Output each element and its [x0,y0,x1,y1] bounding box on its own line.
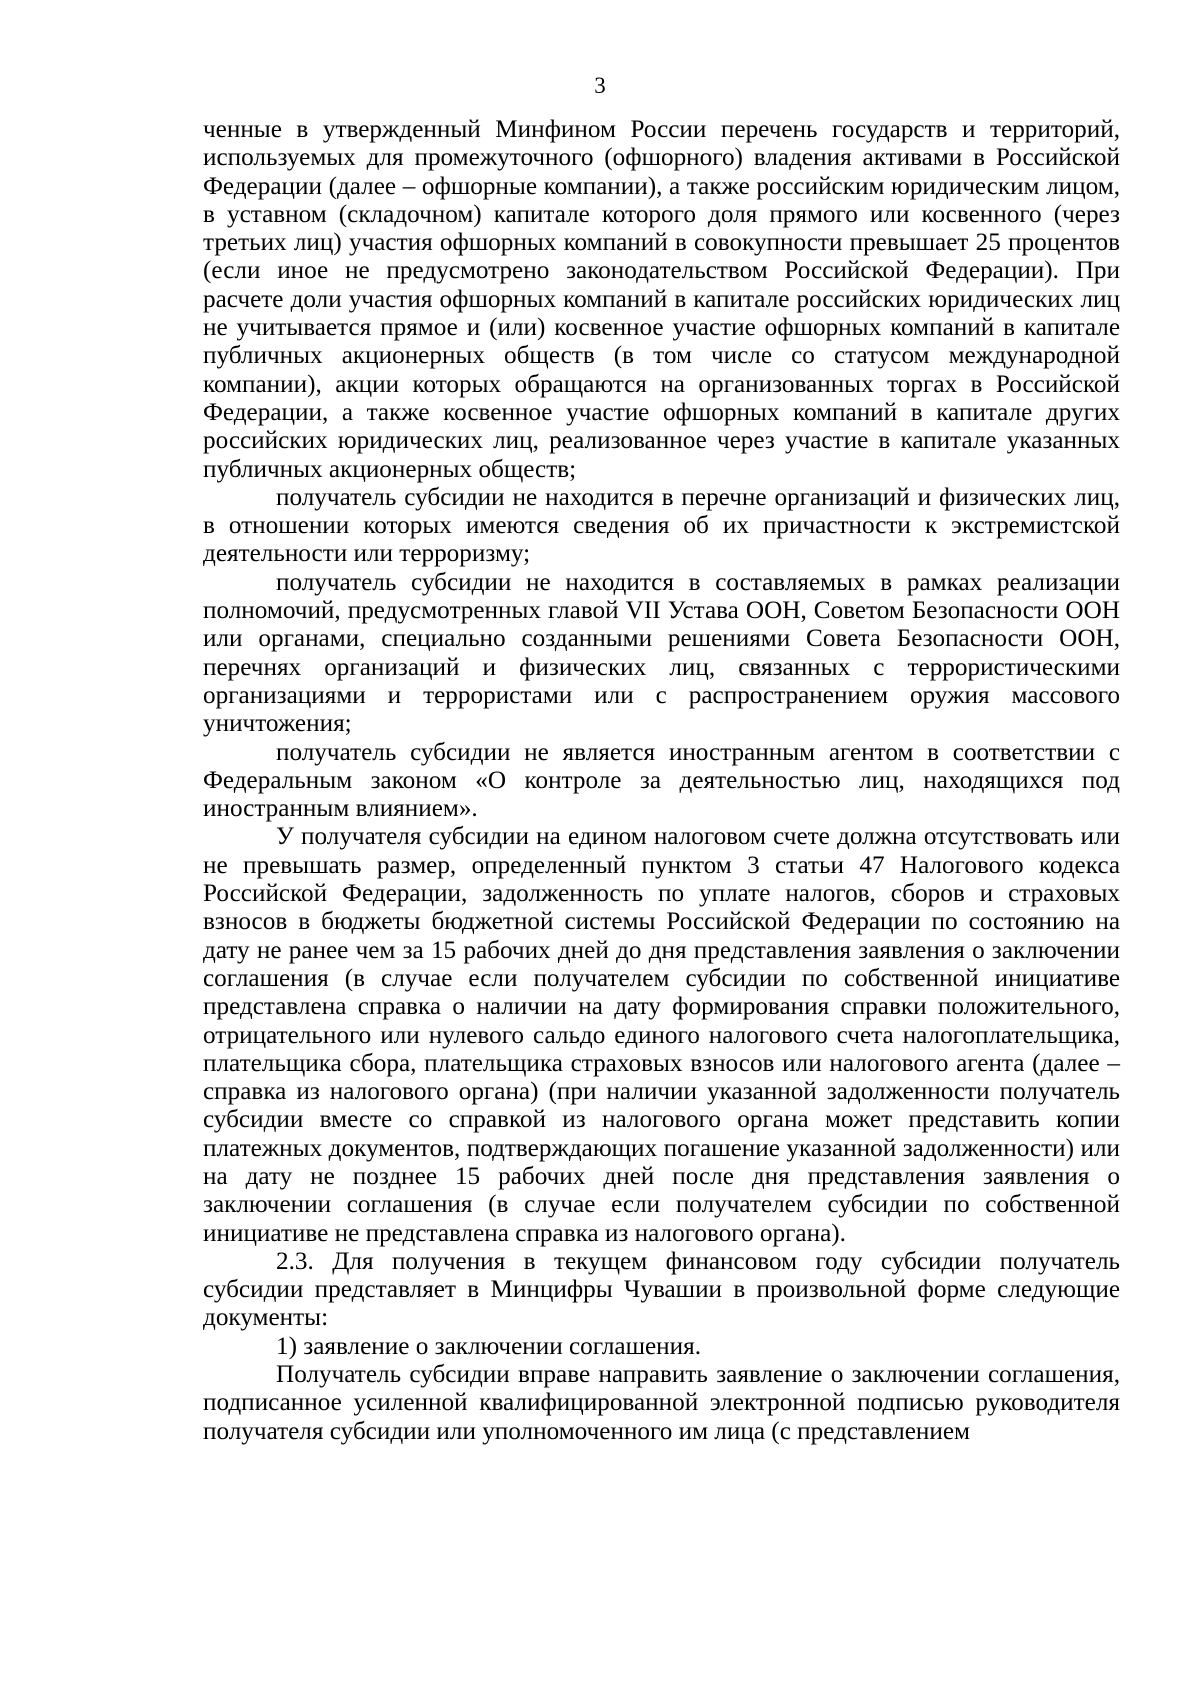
paragraph-foreign-agent: получатель субсидии не является иностранным агентом в соответствии с Федеральным законом «О контроле за деятельностью лиц, находящихся под иностранным влиянием». [203,738,1120,823]
paragraph-tax-debt: У получателя субсидии на едином налоговом счете должна отсутствовать или не превышать размер, определенный пунктом 3 статьи 47 Налогового кодекса Российской Федерации, задолженность по уплате налогов, сборов и страховых взносов в бюджеты бюджетной системы Российской Федерации по состоянию на дату не ранее чем за 15 рабочих дней до дня представления заявления о заключении соглашения (в случае если получателем субсидии по собственной инициативе представлена справка о наличии на дату формирования справки положительного, отрицательного или нулевого сальдо единого налогового счета налогоплательщика, плательщика сбора, плательщика страховых взносов или налогового агента (далее – справка из налогового органа) (при наличии указанной задолженности получатель субсидии вместе со справкой из налогового органа может представить копии платежных документов, подтверждающих погашение указанной задолженности) или на дату не позднее 15 рабочих дней после дня представления заявления о заключении соглашения (в случае если получателем субсидии по собственной инициативе не представлена справка из налогового органа). [203,823,1120,1247]
paragraph-un-security-council-list: получатель субсидии не находится в составляемых в рамках реализации полномочий, предусмотренных главой VII Устава ООН, Советом Безопасности ООН или органами, специально созданными решениями Совета Безопасности ООН, перечнях организаций и физических лиц, связанных с террористическими организациями и террористами или с распространением оружия массового уничтожения; [203,568,1120,738]
paragraph-extremism-list: получатель субсидии не находится в перечне организаций и физических лиц, в отношении которых имеются сведения об их причастности к экстремистской деятельности или терроризму; [203,483,1120,568]
list-item-application: 1) заявление о заключении соглашения. [276,1332,701,1360]
paragraph-section-2-3: 2.3. Для получения в текущем финансовом году субсидии получатель субсидии представляет в Минцифры Чувашии в произвольной форме следующие документы: [203,1247,1120,1332]
document-body [203,116,1120,1446]
page-number: 3 [594,73,606,98]
paragraph-offshore-continuation: ченные в утвержденный Минфином России перечень государств и территорий, используемых для промежуточного (офшорного) владения активами в Российской Федерации (далее – офшорные компании), а также российским юридическим лицом, в уставном (складочном) капитале которого доля прямого или косвенного (через третьих лиц) участия офшорных компаний в совокупности превышает 25 процентов (если иное не предусмотрено законодательством Российской Федерации). При расчете доли участия офшорных компаний в капитале российских юридических лиц не учитывается прямое и (или) косвенное участие офшорных компаний в капитале публичных акционерных обществ (в том числе со статусом международной компании), акции которых обращаются на организованных торгах в Российской Федерации, а также косвенное участие офшорных компаний в капитале других российских юридических лиц, реализованное через участие в капитале указанных публичных акционерных обществ; [203,116,1120,483]
paragraph-electronic-signature: Получатель субсидии вправе направить заявление о заключении соглашения, подписанное усиленной квалифицированной электронной подписью руководителя получателя субсидии или уполномоченного им лица (с представлением [203,1361,1120,1445]
